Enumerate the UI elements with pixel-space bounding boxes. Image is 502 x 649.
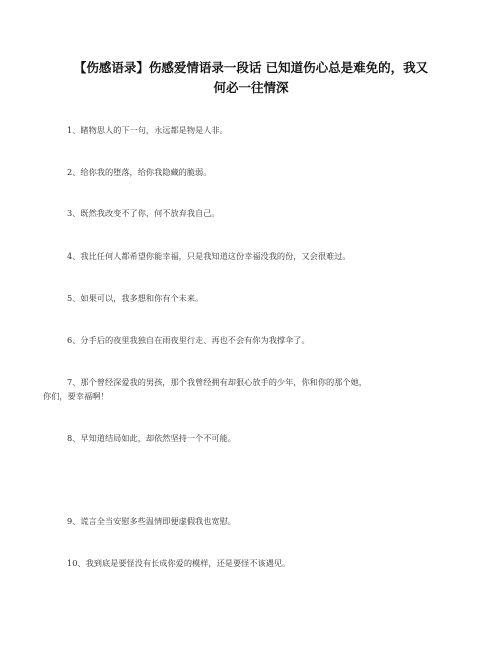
list-item-5 — [67, 291, 437, 305]
list-item-9 — [67, 514, 437, 528]
list-item-text: 9、谎言全当安慰多些温情即便虚假我也宽慰。 — [67, 516, 236, 526]
list-item-4 — [67, 249, 437, 263]
title-line-2: 何必一往情深 — [213, 80, 289, 95]
list-item-7 — [43, 375, 437, 403]
list-item-text: 10、我到底是要怪没有长成你爱的模样，还是要怪不该遇见。 — [67, 558, 291, 568]
list-item-text: 5、如果可以，我多想和你有个未来。 — [67, 293, 204, 303]
list-item-2 — [67, 165, 437, 179]
list-item-text: 8、早知道结局如此，却依然坚持一个不可能。 — [67, 433, 236, 443]
list-item-10 — [67, 556, 437, 570]
list-item-8 — [67, 431, 437, 445]
list-item-text: 6、分手后的夜里我独自在雨夜里行走、再也不会有你为我撑伞了。 — [67, 335, 310, 345]
list-item-text: 7、那个曾经深爱我的男孩，那个我曾经拥有却狠心放手的少年，你和你的那个她， — [67, 377, 367, 387]
list-item-3 — [67, 206, 437, 220]
list-item-6 — [67, 333, 437, 347]
document-title — [60, 58, 442, 98]
list-item-1 — [67, 123, 437, 137]
title-line-1: 【伤感语录】伤感爱情语录一段话 已知道伤心总是难免的，我又 — [73, 60, 429, 75]
list-item-text: 2、给你我的堕落，给你我隐藏的脆弱。 — [67, 167, 212, 177]
list-item-continuation: 你们，要幸福啊！ — [43, 391, 109, 401]
list-item-text: 4、我比任何人都希望你能幸福，只是我知道这份幸福没我的份，又会很难过。 — [67, 251, 351, 261]
list-item-text: 3、既然我改变不了你，何不放弃我自己。 — [67, 208, 220, 218]
list-item-text: 1、睹物思人的下一句，永远都是物是人非。 — [67, 125, 228, 135]
